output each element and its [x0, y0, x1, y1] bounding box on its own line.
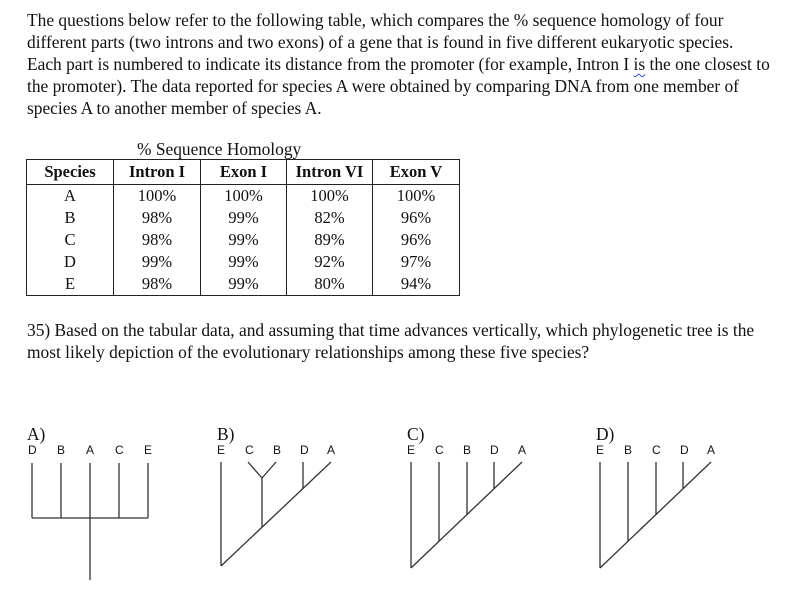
table-cell: 82%: [287, 207, 373, 229]
table-cell: D: [27, 251, 114, 273]
taxon-label: A: [327, 443, 336, 457]
taxon-label: E: [217, 443, 226, 457]
table-cell: 98%: [114, 207, 201, 229]
table-cell: 98%: [114, 229, 201, 251]
spellcheck-flagged-word: is: [633, 54, 646, 74]
table-cell: 99%: [201, 207, 287, 229]
taxon-label: B: [273, 443, 282, 457]
option-c-label: C): [407, 424, 425, 444]
option-b-label: B): [217, 424, 235, 444]
taxon-label: A: [518, 443, 527, 457]
taxon-label: D: [300, 443, 309, 457]
table-caption: % Sequence Homology: [137, 139, 302, 159]
table-cell: A: [27, 185, 114, 208]
table-cell: 99%: [201, 229, 287, 251]
column-header-exon-i: Exon I: [201, 160, 287, 185]
table-cell: 97%: [373, 251, 460, 273]
taxon-label: C: [652, 443, 661, 457]
taxon-label: B: [463, 443, 472, 457]
table-cell: 100%: [373, 185, 460, 208]
table-cell: 94%: [373, 273, 460, 296]
table-cell: 99%: [114, 251, 201, 273]
taxon-label: D: [28, 443, 37, 457]
column-header-intron-i: Intron I: [114, 160, 201, 185]
taxon-label: C: [115, 443, 124, 457]
taxon-label: B: [57, 443, 66, 457]
option-a-label: A): [27, 424, 46, 444]
table-cell: C: [27, 229, 114, 251]
table-cell: 96%: [373, 207, 460, 229]
intro-text-end: the one closest to the promoter). The data reported for species A were obtained by comparing DNA from one member of species A to another member of species A.: [27, 54, 770, 118]
table-cell: 96%: [373, 229, 460, 251]
table-cell: 92%: [287, 251, 373, 273]
column-header-intron-vi: Intron VI: [287, 160, 373, 185]
table-cell: 89%: [287, 229, 373, 251]
taxon-label: E: [144, 443, 153, 457]
taxon-label: A: [707, 443, 716, 457]
table-cell: 99%: [201, 273, 287, 296]
taxon-label: D: [680, 443, 689, 457]
question-text: 35) Based on the tabular data, and assuming that time advances vertically, which phylogenetic tree is the most likely depiction of the evolutionary relationships among these five species?: [27, 320, 755, 362]
option-d-label: D): [596, 424, 615, 444]
taxon-label: A: [86, 443, 95, 457]
taxon-label: E: [407, 443, 416, 457]
intro-text-start: The questions below refer to the following table, which compares the % sequence homology of four different parts (two introns and two exons) of a gene that is found in five different eukaryotic species. Each part is numbered to indicate its distance from the promoter (for example, Intron I: [27, 10, 734, 74]
table-cell: 100%: [201, 185, 287, 208]
taxon-label: E: [596, 443, 605, 457]
taxon-label: B: [624, 443, 633, 457]
table-cell: E: [27, 273, 114, 296]
table-cell: 100%: [114, 185, 201, 208]
table-cell: 80%: [287, 273, 373, 296]
column-header-species: Species: [27, 160, 114, 185]
table-cell: 99%: [201, 251, 287, 273]
table-cell: 98%: [114, 273, 201, 296]
taxon-label: C: [245, 443, 254, 457]
taxon-label: C: [435, 443, 444, 457]
table-cell: 100%: [287, 185, 373, 208]
taxon-label: D: [490, 443, 499, 457]
table-cell: B: [27, 207, 114, 229]
column-header-exon-v: Exon V: [373, 160, 460, 185]
